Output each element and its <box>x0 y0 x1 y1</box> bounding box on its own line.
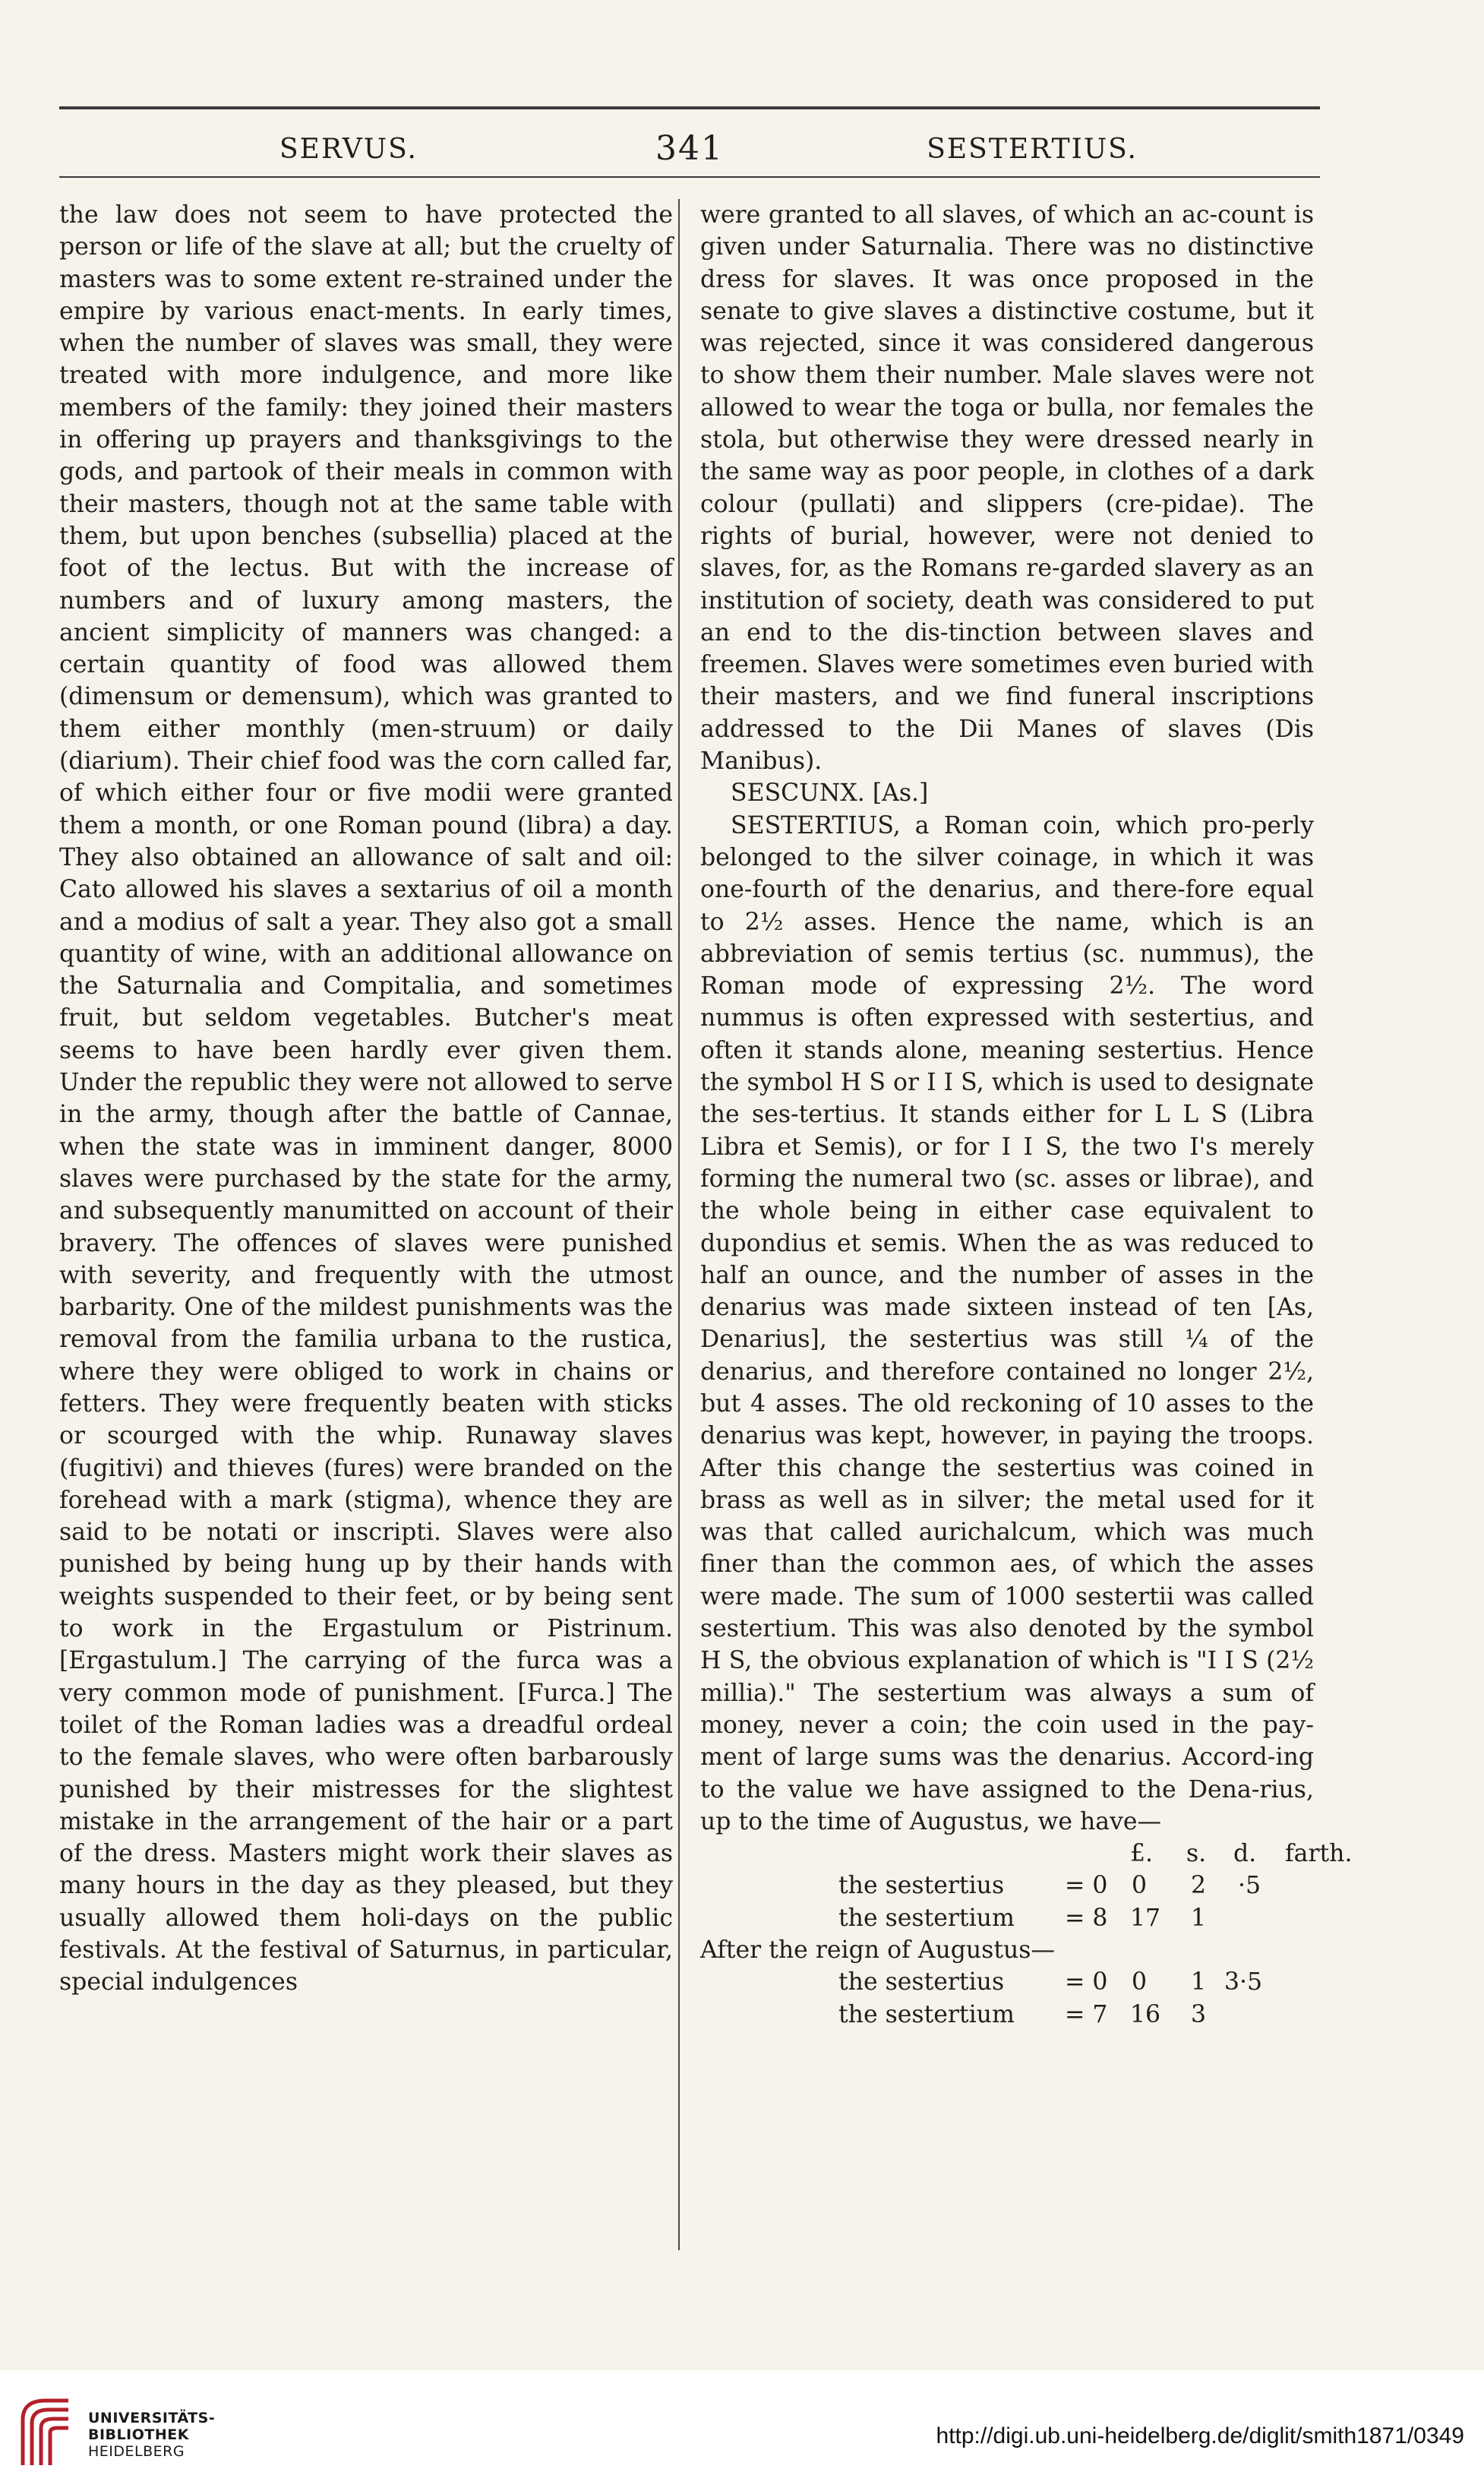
row-shillings: 0 <box>1132 1872 1148 1900</box>
library-name-line3: HEIDELBERG <box>88 2443 185 2460</box>
table-row <box>700 1870 1314 1901</box>
column-divider <box>678 199 680 2250</box>
footer-bar <box>0 2370 1484 2491</box>
permalink-url[interactable]: http://digi.ub.uni-heidelberg.de/diglit/smith1871/0349 <box>936 2423 1464 2448</box>
row-pence: 1 <box>1191 1968 1207 1996</box>
left-column-text: the law does not seem to have protected the person or life of the slave at all; but the cruelty of masters was to some extent re-strained under the empire by various enact-ments. In early times, when the number of slaves was small, they were treated with more indulgence, and more like members of the family: they joined their masters in offering up prayers and thanksgivings to the gods, and partook of their meals in common with their masters, though not at the same table with them, but upon benches (subsellia) placed at the foot of the lectus. But with the increase of numbers and of luxury among masters, the ancient simplicity of manners was changed: a certain quantity of food was allowed them (dimensum or demensum), which was granted to them either monthly (men-struum) or daily (diarium). Their chief food was the corn called far, of which either four or five modii were granted them a month, or one Roman pound (libra) a day. They also obtained an allowance of salt and oil: Cato allowed his slaves a sextarius of oil a month and a modius of salt a year. They also got a small quantity of wine, with an additional allowance on the Saturnalia and Compitalia, and sometimes fruit, but seldom vegetables. Butcher's meat seems to have been hardly ever given them. Under the republic they were not allowed to serve in the army, though after the battle of Cannae, when the state was in imminent danger, 8000 slaves were purchased by the state for the army, and subsequently manumitted on account of their bravery. The offences of slaves were punished with severity, and frequently with the utmost barbarity. One of the mildest punishments was the removal from the familia urbana to the rustica, where they were obliged to work in chains or fetters. They were frequently beaten with sticks or scourged with the whip. Runaway slaves (fugitivi) and thieves (fures) were branded on the forehead with a mark (stigma), whence they are said to be notati or inscripti. Slaves were also punished by being hung up by their hands with weights suspended to their feet, or by being sent to work in the Ergastulum or Pistrinum. [Ergastulum.] The carrying of the furca was a very common mode of punishment. [Furca.] The toilet of the Roman ladies was a dreadful ordeal to the female slaves, who were often barbarously punished by their mistresses for the slightest mistake in the arrangement of the hair or a part of the dress. Masters might work their slaves as many hours in the day as they pleased, but they usually allowed them holi-days on the public festivals. At the festival of Saturnus, in particular, special indulgences <box>59 201 673 1996</box>
row-shillings: 16 <box>1130 2000 1161 2028</box>
running-head-left: SERVUS. <box>279 134 418 165</box>
row-pounds: = 0 <box>1065 1968 1108 1996</box>
running-head <box>59 129 1320 176</box>
left-column <box>59 199 673 1999</box>
library-logo-icon <box>15 2393 76 2469</box>
col-shillings: s. <box>1186 1840 1207 1868</box>
table-row <box>700 1966 1314 1998</box>
top-rule <box>59 106 1320 109</box>
sestertius-entry: SESTERTIUS, a Roman coin, which pro-perly belonged to the silver coinage, in which it was one-fourth of the denarius, and there-fore equal to 2½ asses. Hence the name, which is an abbreviation of semis tertius (sc. nummus), the Roman mode of expressing 2½. The word nummus is often expressed with sestertius, and often it stands alone, meaning sestertius. Hence the symbol H S or I I S, which is used to designate the ses-tertius. It stands either for L L S (Libra Libra et Semis), or for I I S, the two I's merely forming the numeral two (sc. asses or librae), and the whole being in either case equivalent to dupondius et semis. When the as was reduced to half an ounce, and the number of asses in the denarius was made sixteen instead of ten [As, Denarius], the sestertius was still ¼ of the denarius, and therefore contained no longer 2½, but 4 asses. The old reckoning of 10 asses to the denarius was kept, however, in paying the troops. After this change the sestertius was coined in brass as well as in silver; the metal used for it was that called aurichalcum, which was much finer than the common aes, of which the asses were made. The sum of 1000 sestertii was called sestertium. This was also denoted by the symbol H S, the obvious explanation of which is "I I S (2½ millia)." The sestertium was always a sum of money, never a coin; the coin used in the pay-ment of large sums was the denarius. Accord-ing to the value we have assigned to the Dena-rius, up to the time of Augustus, we have— <box>700 811 1314 1835</box>
library-name-line1: UNIVERSITÄTS- <box>88 2410 216 2426</box>
row-label: the sestertium <box>838 2000 1015 2028</box>
row-label: the sestertium <box>838 1904 1015 1932</box>
row-farthings: ·5 <box>1238 1872 1261 1900</box>
col-pence: d. <box>1233 1840 1257 1868</box>
value-table-header <box>700 1838 1353 1870</box>
col-pounds: £. <box>1130 1840 1154 1868</box>
slaves-continued-paragraph: were granted to all slaves, of which an ac-count is given under Saturnalia. There was no distinctive dress for slaves. It was once proposed in the senate to give slaves a distinctive costume, but it was rejected, since it was considered dangerous to show them their number. Male slaves were not allowed to wear the toga or bulla, nor females the stola, but otherwise they were dressed nearly in the same way as poor people, in clothes of a dark colour (pullati) and slippers (cre-pidae). The rights of burial, however, were not denied to slaves, for, as the Romans re-garded slavery as an institution of society, death was considered to put an end to the dis-tinction between slaves and freemen. Slaves were sometimes even buried with their masters, and we find funeral inscriptions addressed to the Dii Manes of slaves (Dis Manibus). <box>700 201 1314 776</box>
sescunx-entry: SESCUNX. [As.] <box>731 779 929 808</box>
col-farthings: farth. <box>1285 1840 1353 1868</box>
library-name <box>88 2410 215 2460</box>
row-pence: 3 <box>1191 2000 1207 2028</box>
after-augustus-label: After the reign of Augustus— <box>700 1936 1055 1965</box>
row-pounds: = 0 <box>1065 1872 1108 1900</box>
row-shillings: 17 <box>1130 1904 1161 1932</box>
row-pence: 2 <box>1191 1872 1207 1900</box>
row-pounds: = 8 <box>1065 1904 1108 1932</box>
library-name-line2: BIBLIOTHEK <box>88 2426 189 2443</box>
right-column <box>700 199 1353 2031</box>
page-number: 341 <box>655 129 724 168</box>
row-label: the sestertius <box>838 1968 1005 1996</box>
running-head-right: SESTERTIUS. <box>927 134 1138 165</box>
row-pence: 1 <box>1191 1904 1207 1932</box>
row-label: the sestertius <box>838 1872 1005 1900</box>
table-row <box>700 1999 1314 2031</box>
header-rule <box>59 176 1320 178</box>
row-pounds: = 7 <box>1065 2000 1108 2028</box>
row-shillings: 0 <box>1132 1968 1148 1996</box>
table-row <box>700 1902 1314 1934</box>
row-farthings: 3·5 <box>1224 1968 1263 1996</box>
